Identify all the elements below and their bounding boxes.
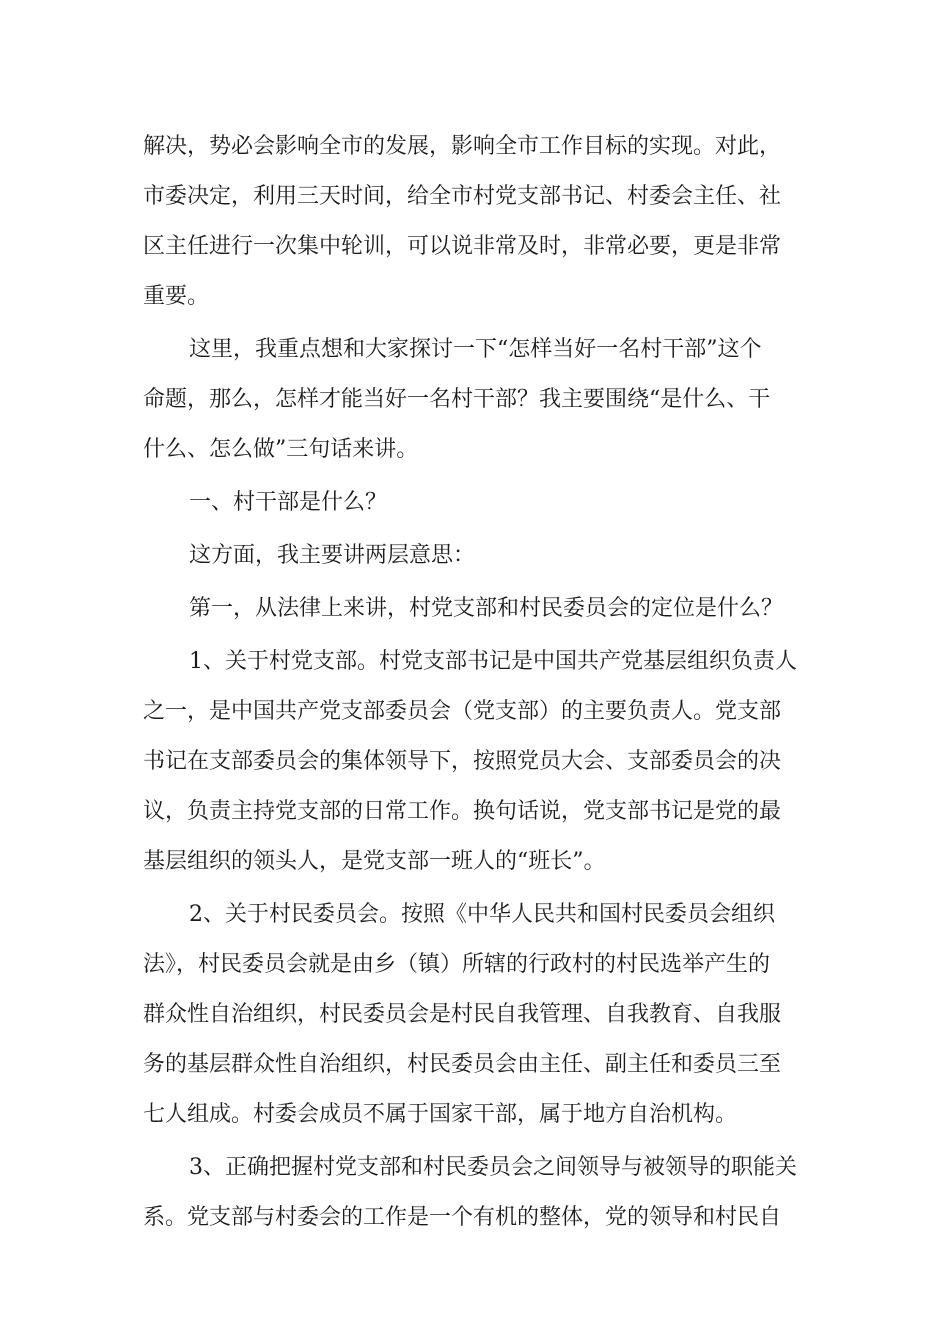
- text-line: 3、正确把握村党支部和村民委员会之间领导与被领导的职能关: [189, 1155, 797, 1180]
- text-line: 务的基层群众性自治组织，村民委员会由主任、副主任和委员三至: [143, 1052, 782, 1077]
- text-line: 这方面，我主要讲两层意思：: [189, 543, 476, 568]
- document-body: [143, 122, 807, 1243]
- text-line: 命题，那么，怎样才能当好一名村干部？我主要围绕“是什么、干: [143, 387, 771, 412]
- text-line: 第一，从法律上来讲，村党支部和村民委员会的定位是什么？: [189, 596, 784, 621]
- text-line: 系。党支部与村委会的工作是一个有机的整体，党的领导和村民自: [143, 1205, 782, 1230]
- text-line: 七人组成。村委会成员不属于国家干部，属于地方自治机构。: [143, 1102, 738, 1127]
- text-line: 2、关于村民委员会。按照《中华人民共和国村民委员会组织: [189, 902, 775, 927]
- text-line: 区主任进行一次集中轮训，可以说非常及时，非常必要，更是非常: [143, 234, 782, 259]
- text-line: 书记在支部委员会的集体领导下，按照党员大会、支部委员会的决: [143, 749, 782, 774]
- text-line: 解决，势必会影响全市的发展，影响全市工作目标的实现。对此，: [143, 134, 782, 159]
- text-line: 议，负责主持党支部的日常工作。换句话说，党支部书记是党的最: [143, 799, 782, 824]
- text-line: 法》，村民委员会就是由乡（镇）所辖的行政村的村民选举产生的: [143, 952, 771, 977]
- text-line: 重要。: [143, 284, 210, 309]
- text-line: 市委决定，利用三天时间，给全市村党支部书记、村委会主任、社: [143, 184, 782, 209]
- text-line: 这里，我重点想和大家探讨一下“怎样当好一名村干部”这个: [189, 337, 762, 362]
- text-line: 1、关于村党支部。村党支部书记是中国共产党基层组织负责人: [189, 649, 797, 674]
- text-line: 群众性自治组织，村民委员会是村民自我管理、自我教育、自我服: [143, 1002, 782, 1027]
- section-heading: 一、村干部是什么？: [189, 490, 388, 515]
- text-line: 什么、怎么做”三句话来讲。: [143, 437, 419, 462]
- text-line: 之一，是中国共产党支部委员会（党支部）的主要负责人。党支部: [143, 699, 782, 724]
- text-line: 基层组织的领头人，是党支部一班人的“班长”。: [143, 849, 606, 874]
